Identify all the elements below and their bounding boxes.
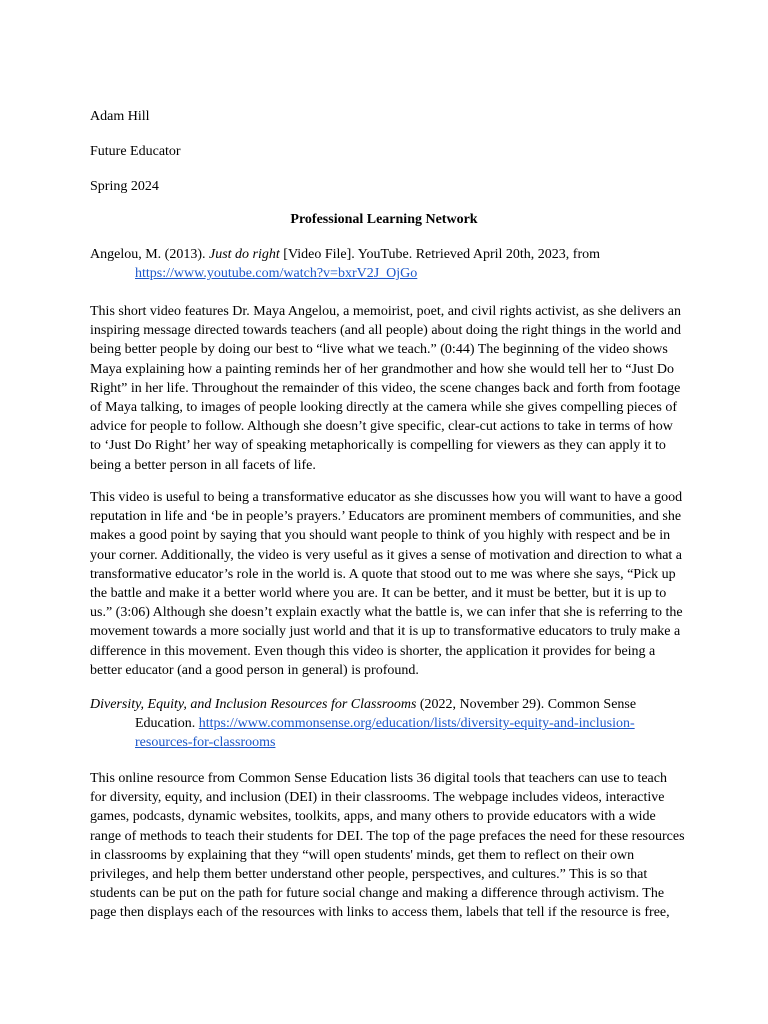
citation-1-link[interactable]: https://www.youtube.com/watch?v=bxrV2J_OjGo [135, 266, 418, 282]
citation-2-line-2 [90, 714, 680, 733]
citation-2-line [90, 695, 680, 714]
paragraph-line: transformative educator’s role in the world is. A quote that stood out to me was where she says, “Pick up [90, 566, 676, 582]
citation-2-publisher: Education. [135, 716, 199, 732]
paragraph-line: page then displays each of the resources with links to access them, labels that tell if the resource is free, [90, 905, 670, 921]
entry-1-paragraph-2 [90, 488, 683, 680]
entry-2-paragraph-1 [90, 769, 685, 923]
citation-2-title: Diversity, Equity, and Inclusion Resources for Classrooms [90, 697, 417, 712]
citation-1 [90, 245, 680, 283]
paragraph-line: to ‘Just Do Right’ her way of speaking metaphorically is compelling for viewers as they can apply it to [90, 438, 666, 454]
citation-2 [90, 695, 680, 753]
paragraph-line: Right” in her life. Throughout the remainder of this video, the scene changes back and forth from footage [90, 380, 681, 396]
paragraph-line: Maya explaining how a painting reminds her of her grandmother and how she would tell her to “Just Do [90, 361, 674, 377]
paragraph-line: the battle and make it a better world where you are. It can be better, and it must be better, but it is up to [90, 586, 667, 602]
paragraph-line: games, podcasts, dynamic websites, toolkits, apps, and many others to provide educators with a wide [90, 809, 656, 825]
paragraph-line: reputation in life and ‘be in people’s prayers.’ Educators are prominent members of communities, and she [90, 509, 682, 525]
citation-1-line [90, 245, 680, 264]
paragraph-line: your corner. Additionally, the video is very useful as it gives a sense of motivation and direction to what a [90, 547, 683, 563]
citation-2-suffix: (2022, November 29). Common Sense [416, 697, 637, 712]
citation-2-link-part-2[interactable]: resources-for-classrooms [135, 735, 276, 751]
citation-1-prefix: Angelou, M. (2013). [90, 247, 209, 262]
author-name: Adam Hill [90, 109, 150, 124]
paragraph-line: of Maya talking, to images of people looking directly at the camera while she gives compelling pieces of [90, 400, 678, 416]
paragraph-line: for diversity, equity, and inclusion (DEI) in their classrooms. The webpage includes videos, interactive [90, 790, 665, 806]
paragraph-line: makes a good point by saying that you should want people to think of you highly with respect and be in [90, 528, 671, 544]
paragraph-line: being a better person in all facets of life. [90, 457, 316, 473]
paragraph-line: privileges, and help them better understand other people, perspectives, and cultures.” This is so that [90, 867, 648, 883]
paragraph-line: range of methods to teach their students for DEI. The top of the page prefaces the need for these resources [90, 828, 685, 844]
paragraph-line: This online resource from Common Sense Education lists 36 digital tools that teachers can use to teach [90, 771, 667, 786]
paragraph-line: advice for people to follow. Although she doesn’t give specific, clear-cut actions to take in terms of how [90, 419, 673, 435]
citation-1-url-line [90, 264, 680, 283]
paragraph-line: This short video features Dr. Maya Angelou, a memoirist, poet, and civil rights activist, as she delivers an [90, 304, 681, 319]
paragraph-line: in classrooms by explaining that they “will open students' minds, get them to reflect on their own [90, 847, 635, 863]
paragraph-line: This video is useful to being a transformative educator as she discusses how you will want to have a good [90, 490, 683, 505]
author-role: Future Educator [90, 144, 181, 159]
paragraph-line: inspiring message directed towards teachers (and all people) about doing the right things in the world and [90, 323, 681, 339]
citation-1-title: Just do right [209, 247, 280, 262]
paragraph-line: better educator (and a good person in general) is profound. [90, 662, 419, 678]
paragraph-line: being better people by doing our best to “live what we teach.” (0:44) The beginning of the video shows [90, 342, 668, 358]
page-title: Professional Learning Network [290, 212, 478, 227]
entry-1-paragraph-1 [90, 302, 680, 475]
paragraph-line: difference in this movement. Even though this video is shorter, the application it provides for being a [90, 643, 656, 659]
citation-2-line-3 [90, 733, 680, 752]
citation-2-link-part-1[interactable]: https://www.commonsense.org/education/lists/diversity-equity-and-inclusion- [198, 716, 635, 732]
citation-1-suffix: [Video File]. YouTube. Retrieved April 20th, 2023, from [279, 247, 601, 262]
paragraph-line: us.” (3:06) Although she doesn’t explain exactly what the battle is, we can infer that she is referring to the [90, 605, 683, 621]
paragraph-line: students can be put on the path for future social change and making a difference through activism. The [90, 886, 665, 902]
paragraph-line: movement towards a more socially just world and that it is up to transformative educators to truly make a [90, 624, 681, 640]
term: Spring 2024 [90, 179, 159, 194]
